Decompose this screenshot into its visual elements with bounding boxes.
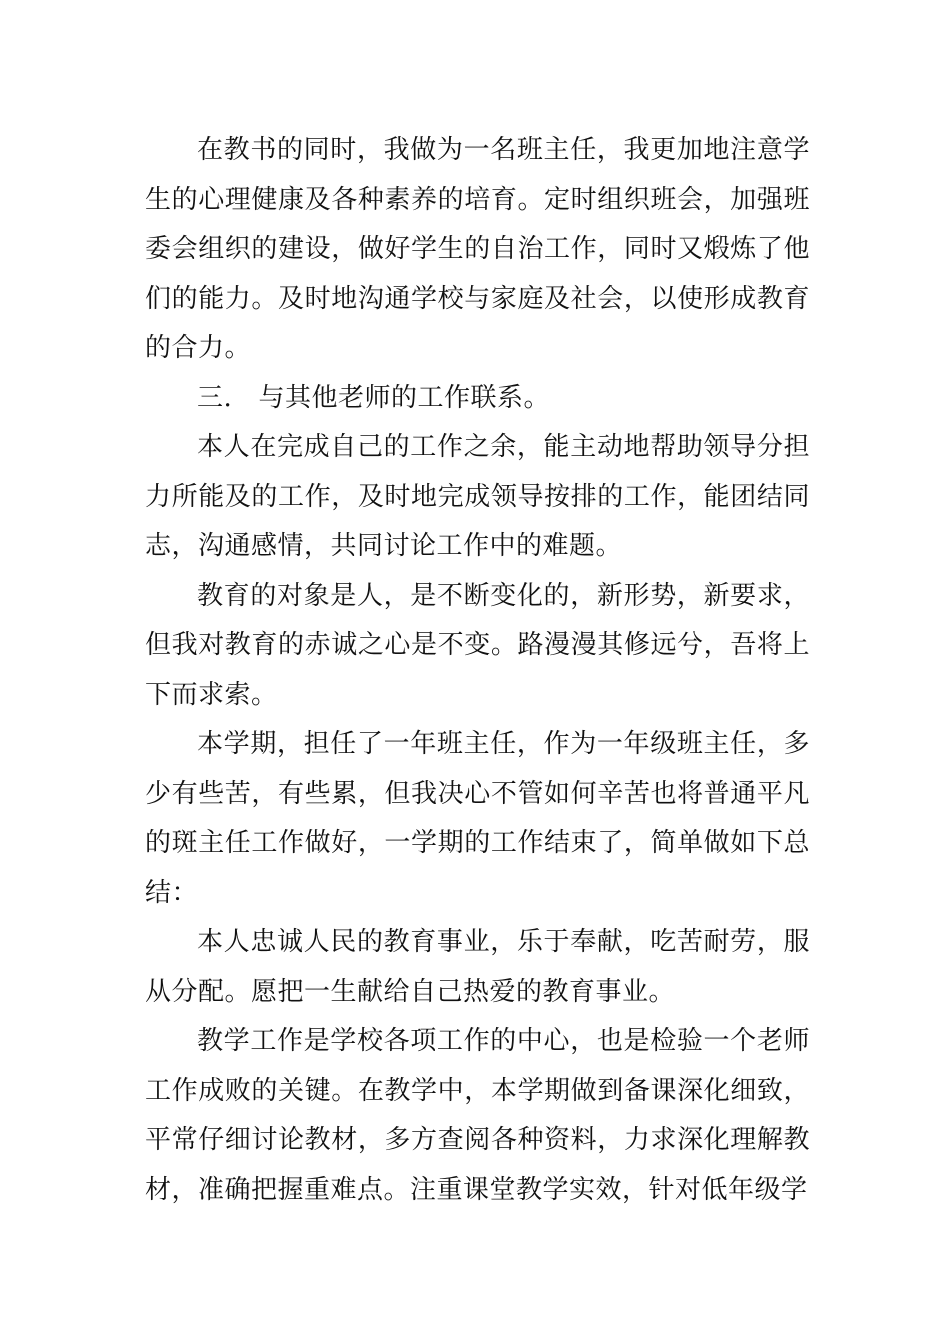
paragraph-class-teacher-duties: 在教书的同时，我做为一名班主任，我更加地注意学生的心理健康及各种素养的培育。定时组织班会，加强班委会组织的建设，做好学生的自治工作，同时又煅炼了他们的能力。及时地沟通学校与家庭及社会，以使形成教育的合力。 <box>145 135 810 363</box>
paragraph-semester-intro: 本学期，担任了一年班主任，作为一年级班主任，多少有些苦，有些累，但我决心不管如何辛苦也将普通平凡的斑主任工作做好，一学期的工作结束了，简单做如下总结： <box>145 729 810 908</box>
paragraph-loyalty: 本人忠诚人民的教育事业，乐于奉献，吃苦耐劳，服从分配。愿把一生献给自己热爱的教育事业。 <box>145 927 810 1007</box>
paragraph-teaching-work: 教学工作是学校各项工作的中心，也是检验一个老师工作成败的关键。在教学中，本学期做到备课深化细致，平常仔细讨论教材，多方查阅各种资料，力求深化理解教材，准确把握重难点。注重课堂教学实效，针对低年级学 <box>145 1026 810 1205</box>
paragraph-helping-leadership: 本人在完成自己的工作之余，能主动地帮助领导分担力所能及的工作，及时地完成领导按排的工作，能团结同志，沟通感情，共同讨论工作中的难题。 <box>145 432 810 561</box>
paragraph-education-devotion: 教育的对象是人，是不断变化的，新形势，新要求，但我对教育的赤诚之心是不变。路漫漫其修远兮，吾将上下而求索。 <box>145 580 810 710</box>
document-body <box>145 126 810 1215</box>
section-heading-colleague-relations: 三. 与其他老师的工作联系。 <box>197 382 551 413</box>
